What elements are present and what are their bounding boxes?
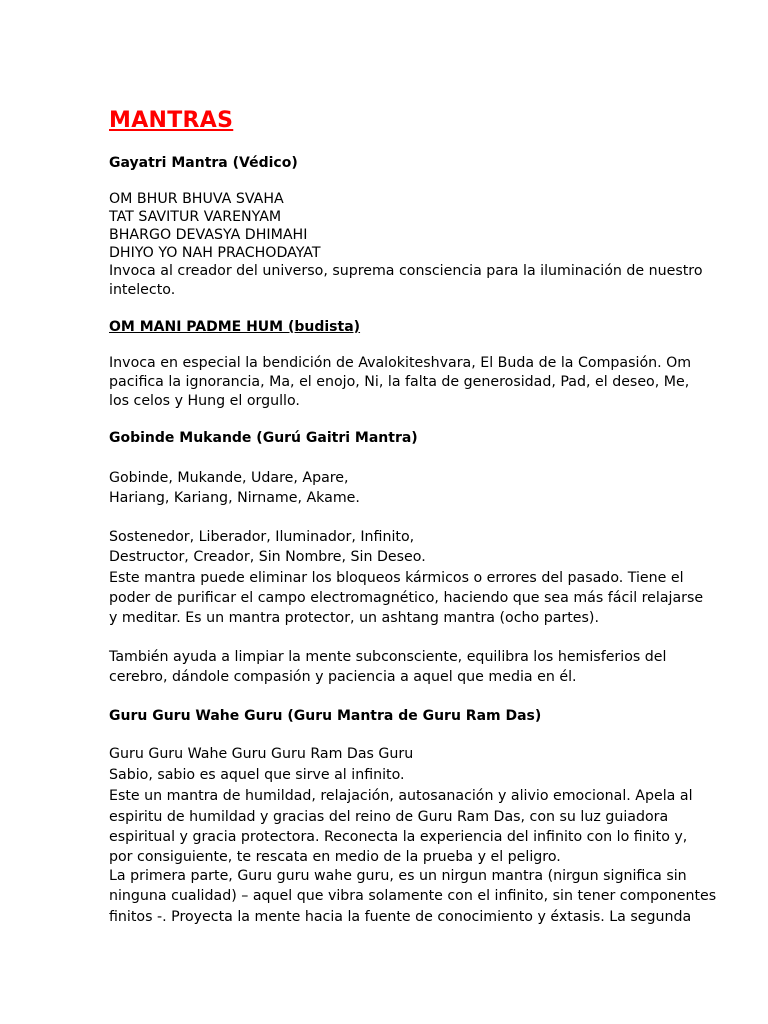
mantra-line: Gobinde, Mukande, Udare, Apare, — [109, 470, 349, 486]
translation-line: Sabio, sabio es aquel que sirve al infinito. — [109, 767, 405, 783]
body-text-line: Invoca al creador del universo, suprema consciencia para la iluminación de nuestro — [109, 263, 703, 279]
mantra-line: BHARGO DEVASYA DHIMAHI — [109, 227, 308, 243]
body-text-line: cerebro, dándole compasión y paciencia a aquel que media en él. — [109, 669, 577, 685]
document-title: MANTRAS — [109, 108, 234, 133]
body-text-line: finitos -. Proyecta la mente hacia la fuente de conocimiento y éxtasis. La segunda — [109, 909, 692, 925]
body-text-line: Invoca en especial la bendición de Avalokiteshvara, El Buda de la Compasión. Om — [109, 355, 692, 371]
body-text-line: espiritual y gracia protectora. Reconecta la experiencia del infinito con lo finito y, — [109, 829, 688, 845]
section-heading-gobinde: Gobinde Mukande (Gurú Gaitri Mantra) — [109, 430, 418, 446]
body-text-line: También ayuda a limpiar la mente subconsciente, equilibra los hemisferios del — [109, 649, 667, 665]
mantra-line: Guru Guru Wahe Guru Guru Ram Das Guru — [109, 746, 414, 762]
mantra-line: DHIYO YO NAH PRACHODAYAT — [109, 245, 321, 261]
mantra-line: TAT SAVITUR VARENYAM — [109, 209, 282, 225]
body-text-line: poder de purificar el campo electromagnético, haciendo que sea más fácil relajarse — [109, 590, 704, 606]
body-text-line: Este un mantra de humildad, relajación, autosanación y alivio emocional. Apela al — [109, 788, 693, 804]
translation-line: Sostenedor, Liberador, Iluminador, Infinito, — [109, 529, 415, 545]
body-text-line: y meditar. Es un mantra protector, un ashtang mantra (ocho partes). — [109, 610, 599, 626]
mantra-line: OM BHUR BHUVA SVAHA — [109, 191, 284, 207]
body-text-line: los celos y Hung el orgullo. — [109, 393, 300, 409]
body-text-line: La primera parte, Guru guru wahe guru, es un nirgun mantra (nirgun significa sin — [109, 868, 687, 884]
translation-line: Destructor, Creador, Sin Nombre, Sin Deseo. — [109, 549, 426, 565]
body-text-line: espiritu de humildad y gracias del reino de Guru Ram Das, con su luz guiadora — [109, 809, 669, 825]
mantra-line: Hariang, Kariang, Nirname, Akame. — [109, 490, 360, 506]
body-text-line: intelecto. — [109, 282, 176, 298]
body-text-line: pacifica la ignorancia, Ma, el enojo, Ni, la falta de generosidad, Pad, el deseo, Me, — [109, 374, 690, 390]
section-heading-guru-guru: Guru Guru Wahe Guru (Guru Mantra de Guru Ram Das) — [109, 708, 542, 724]
section-heading-om-mani: OM MANI PADME HUM (budista) — [109, 319, 361, 335]
body-text-line: Este mantra puede eliminar los bloqueos kármicos o errores del pasado. Tiene el — [109, 570, 684, 586]
body-text-line: por consiguiente, te rescata en medio de la prueba y el peligro. — [109, 849, 561, 865]
body-text-line: ninguna cualidad) – aquel que vibra solamente con el infinito, sin tener componentes — [109, 888, 717, 904]
section-heading-gayatri: Gayatri Mantra (Védico) — [109, 155, 298, 171]
